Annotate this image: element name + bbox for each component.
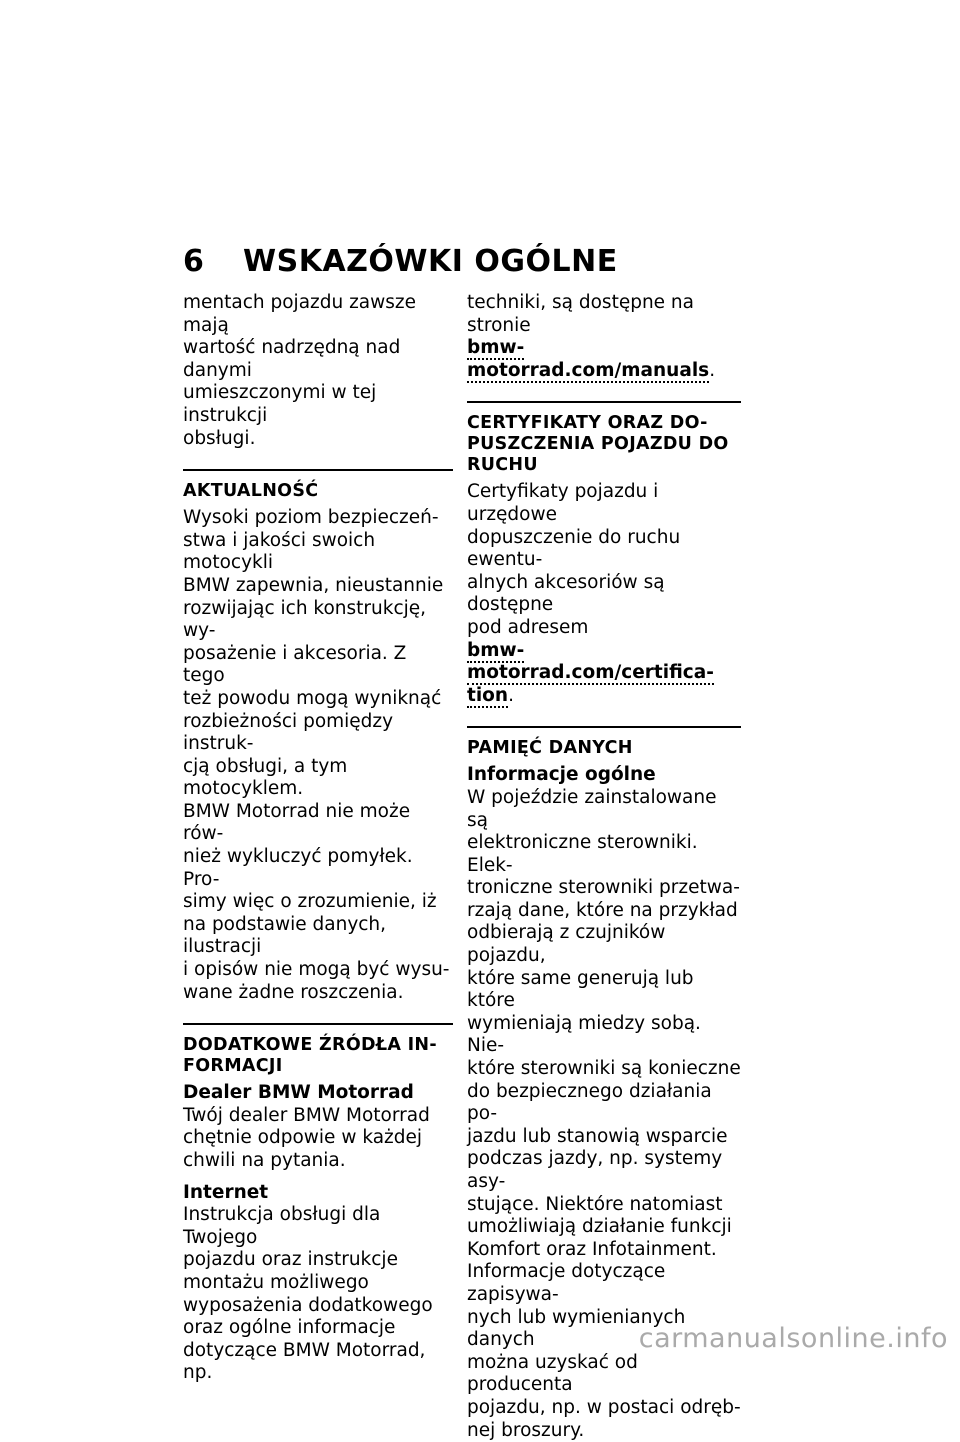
continued-paragraph: techniki, są dostępne na stronie bmw-motorrad.com/manuals.: [467, 292, 716, 381]
chapter-heading: [183, 244, 618, 279]
cert-heading: CERTYFIKATY ORAZ DO- PUSZCZENIA POJAZDU DO RUCHU: [467, 413, 729, 476]
section-divider: [467, 726, 741, 728]
internet-heading: Internet: [183, 1181, 269, 1203]
info-heading: Informacje ogólne: [467, 764, 656, 786]
left-column: [183, 292, 453, 1385]
dealer-paragraph: Twój dealer BMW Motorrad chętnie odpowie w każdej chwili na pytania.: [183, 1104, 430, 1171]
section-divider: [467, 401, 741, 403]
section-divider: [183, 1023, 453, 1025]
intro-paragraph: mentach pojazdu zawsze mają wartość nadrzędną nad danymi umieszczonymi w tej instrukcji obsługi.: [183, 292, 417, 449]
internet-paragraph: Instrukcja obsługi dla Twojego pojazdu oraz instrukcje montażu możliwego wyposażenia dodatkowego oraz ogólne informacje dotyczące BMW Motorrad, np.: [183, 1204, 433, 1384]
info-paragraph: W pojeździe zainstalowane są elektroniczne sterowniki. Elek- troniczne sterowniki przetwa- rzają dane, które na przykład odbierają z czujników pojazdu, które same generują lub które wymieniają miedzy sobą. Nie- które sterowniki są konieczne do bezpiecznego działania po- jazdu lub stanowią wsparcie podczas jazdy, np. systemy asy- stujące. Niektóre natomiast umożliwiają działanie funkcji Komfort oraz Infotainment. Informacje dotyczące zapisywa- nych lub wymienianych danych można uzyskać od producenta pojazdu, np. w postaci odręb- nej broszury.: [467, 786, 741, 1441]
aktualnosc-paragraph: Wysoki poziom bezpieczeń- stwa i jakości swoich motocykli BMW zapewnia, nieustannie rozwijając ich konstrukcję, wy- posażenie i akcesoria. Z tego też powodu mogą wyniknąć rozbieżności pomiędzy instruk- cją obsługi, a tym motocyklem. BMW Motorrad nie może rów- nież wykluczyć pomyłek. Pro- simy więc o zrozumienie, iż na podstawie danych, ilustracji i opisów nie mogą być wysu- wane żadne roszczenia.: [183, 507, 450, 1003]
certification-link[interactable]: bmw-motorrad.com/certifica-: [467, 639, 714, 684]
dealer-heading: Dealer BMW Motorrad: [183, 1082, 414, 1104]
aktualnosc-heading: AKTUALNOŚĆ: [183, 481, 319, 502]
section-divider: [183, 469, 453, 471]
manuals-link[interactable]: bmw-motorrad.com/manuals: [467, 337, 710, 381]
certification-link-cont[interactable]: tion: [467, 684, 509, 706]
pamiec-heading: PAMIĘĆ DANYCH: [467, 738, 633, 759]
chapter-number: 6: [183, 244, 205, 279]
chapter-title: WSKAZÓWKI OGÓLNE: [243, 244, 618, 279]
right-column: [467, 292, 741, 1442]
dodatkowe-heading: DODATKOWE ŹRÓDŁA IN- FORMACJI: [183, 1035, 437, 1077]
watermark: carmanualsonline.info: [638, 1323, 948, 1354]
cert-paragraph: Certyfikaty pojazdu i urzędowe dopuszczenie do ruchu ewentu- alnych akcesoriów są dostępne pod adresem bmw-motorrad.com/certifica- tion.: [467, 481, 714, 706]
